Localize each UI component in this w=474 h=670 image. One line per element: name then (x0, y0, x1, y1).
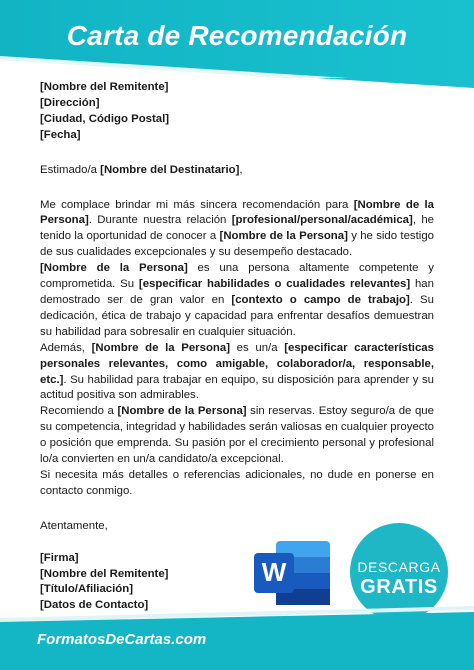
signature-contact: [Datos de Contacto] (40, 599, 149, 612)
placeholder-traits: [especificar características personales relevantes, como amigable, colaborador/a, responsable, etc.] (40, 341, 434, 386)
sender-date: [Fecha] (40, 128, 81, 141)
text: . Su dedicación, ética de trabajo y capacidad para enfrentar desafíos demuestran su habilidad para sobresalir en cualquier situación. (40, 293, 434, 338)
signature-name: [Nombre del Remitente] (40, 567, 169, 580)
badge-bottom-text: GRATIS (360, 576, 438, 598)
text: Me complace brindar mi más sincera recomendación para (40, 198, 354, 211)
placeholder-skills: [especificar habilidades o cualidades relevantes] (138, 278, 411, 291)
text: Además, (40, 341, 92, 354)
paragraph-3 (40, 341, 434, 405)
greeting-suffix: , (239, 163, 243, 176)
footer-site-link[interactable]: FormatosDeCartas.com (37, 631, 207, 648)
text: han demostrado ser de gran valor en (40, 278, 434, 306)
paragraph-1 (40, 198, 434, 262)
sender-block (40, 80, 434, 144)
text: . Durante nuestra relación (88, 214, 232, 227)
placeholder-person: [Nombre de la Persona] (40, 262, 188, 275)
sender-name: [Nombre del Remitente] (40, 81, 169, 93)
greeting-prefix: Estimado/a (40, 163, 101, 176)
letter-body (40, 198, 434, 500)
text: . Su habilidad para trabajar en equipo, su disposición para aprender y su actitud positiva son admirables. (40, 373, 434, 402)
signature-title: [Título/Afiliación] (40, 583, 134, 596)
text: es un/a (230, 341, 285, 354)
placeholder-person: [Nombre de la Persona] (219, 230, 348, 243)
download-badge[interactable] (350, 523, 448, 621)
greeting-recipient: [Nombre del Destinatario] (100, 163, 240, 176)
greeting (40, 163, 434, 179)
placeholder-person: [Nombre de la Persona] (91, 341, 230, 354)
paragraph-4 (40, 404, 434, 468)
word-icon[interactable] (254, 539, 332, 607)
signature-firma: [Firma] (40, 551, 79, 564)
sender-address: [Dirección] (40, 96, 100, 109)
text: es una persona altamente competente y comprometida. Su (40, 262, 434, 291)
text: sin reservas. Estoy seguro/a de que su competencia, integridad y habilidades serán valiosas en cualquier proyecto o posición que emprenda. Su pasión por el crecimiento personal y profesional lo/a convierten en un/a candidato/a excepcional. (40, 405, 434, 466)
paragraph-5: Si necesita más detalles o referencias adicionales, no dude en ponerse en contacto conmigo. (40, 468, 434, 497)
paragraph-2 (40, 261, 434, 341)
closing: Atentamente, (40, 519, 108, 532)
text: Recomiendo a (40, 405, 118, 418)
placeholder-relation: [profesional/personal/académica] (231, 214, 413, 227)
placeholder-person: [Nombre de la Persona] (117, 405, 247, 418)
word-icon-letter: W (261, 557, 287, 587)
badge-top-text: DESCARGA (357, 559, 441, 575)
placeholder-context: [contexto o campo de trabajo] (231, 293, 410, 306)
sender-city: [Ciudad, Código Postal] (40, 112, 170, 125)
page-title: Carta de Recomendación (66, 20, 408, 51)
text: y he sido testigo de sus cualidades excepcionales y su desempeño destacado. (40, 230, 434, 259)
placeholder-person: [Nombre de la Persona] (40, 198, 434, 227)
text: , he tenido la oportunidad de conocer a (40, 214, 435, 243)
